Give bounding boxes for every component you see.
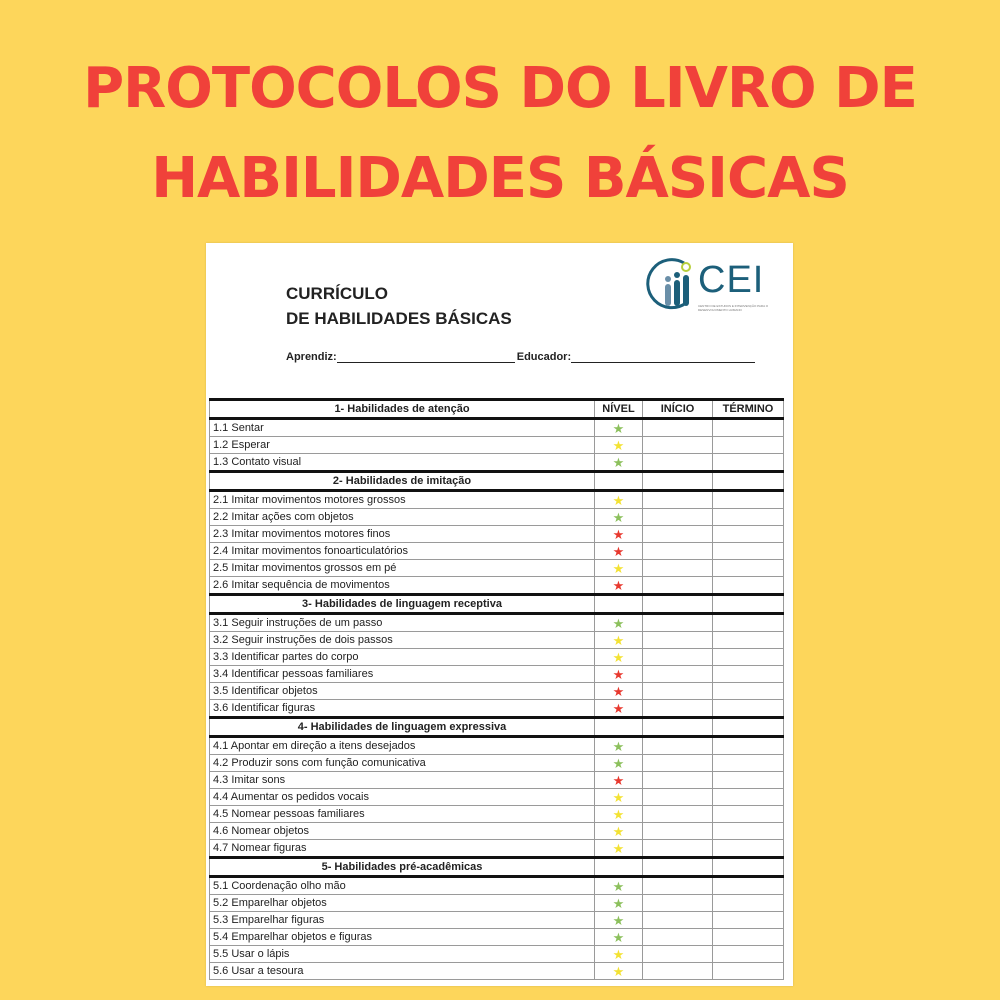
skill-cell [210, 509, 595, 526]
skill-row [210, 437, 784, 454]
column-header: NÍVEL [595, 400, 643, 419]
skill-name: Imitar movimentos grossos em pé [231, 562, 397, 574]
end-date-cell[interactable] [713, 806, 784, 823]
start-date-cell[interactable] [643, 649, 713, 666]
skill-row [210, 806, 784, 823]
star-icon: ★ [612, 738, 625, 754]
skill-cell [210, 543, 595, 560]
star-icon: ★ [612, 895, 625, 911]
level-cell [595, 419, 643, 437]
start-date-cell[interactable] [643, 666, 713, 683]
level-cell [595, 437, 643, 454]
skill-cell [210, 789, 595, 806]
level-cell [595, 560, 643, 577]
end-date-cell[interactable] [713, 823, 784, 840]
level-cell [595, 737, 643, 755]
column-header: TÉRMINO [713, 400, 784, 419]
skill-row [210, 526, 784, 543]
headline-line-1: PROTOCOLOS DO LIVRO DE [83, 56, 917, 121]
star-icon: ★ [612, 806, 625, 822]
empty-cell [643, 595, 713, 614]
start-date-cell[interactable] [643, 929, 713, 946]
skill-number: 4.2 [213, 757, 229, 769]
star-icon: ★ [612, 437, 625, 453]
skill-cell [210, 700, 595, 718]
skill-name: Imitar ações com objetos [231, 511, 354, 523]
empty-cell [595, 718, 643, 737]
skill-row [210, 946, 784, 963]
end-date-cell[interactable] [713, 946, 784, 963]
skill-name: Coordenação olho mão [231, 880, 346, 892]
skill-cell [210, 823, 595, 840]
star-icon: ★ [612, 649, 625, 665]
skill-name: Contato visual [231, 456, 302, 468]
star-icon: ★ [612, 509, 625, 525]
skill-cell [210, 840, 595, 858]
skill-number: 2.2 [213, 511, 229, 523]
level-cell [595, 700, 643, 718]
empty-cell [643, 858, 713, 877]
empty-cell [643, 472, 713, 491]
skill-name: Seguir instruções de um passo [231, 617, 383, 629]
skill-number: 4.4 [213, 791, 229, 803]
end-date-cell[interactable] [713, 419, 784, 437]
end-date-cell[interactable] [713, 666, 784, 683]
learner-field[interactable] [337, 352, 515, 363]
level-cell [595, 877, 643, 895]
level-cell [595, 649, 643, 666]
level-cell [595, 823, 643, 840]
star-icon: ★ [612, 666, 625, 682]
level-cell [595, 772, 643, 789]
start-date-cell[interactable] [643, 963, 713, 980]
skill-row [210, 683, 784, 700]
level-cell [595, 509, 643, 526]
end-date-cell[interactable] [713, 526, 784, 543]
skill-row [210, 560, 784, 577]
cei-logo [646, 253, 776, 315]
educator-label: Educador: [516, 351, 572, 363]
skill-row [210, 755, 784, 772]
start-date-cell[interactable] [643, 877, 713, 895]
star-icon: ★ [612, 454, 625, 470]
document-title-line-2: DE HABILIDADES BÁSICAS [286, 309, 512, 328]
skill-number: 4.3 [213, 774, 229, 786]
start-date-cell[interactable] [643, 526, 713, 543]
skill-number: 3.6 [213, 702, 229, 714]
skill-cell [210, 755, 595, 772]
skill-number: 3.4 [213, 668, 229, 680]
skill-number: 5.3 [213, 914, 229, 926]
section-title: 3- Habilidades de linguagem receptiva [210, 595, 595, 614]
skill-cell [210, 737, 595, 755]
end-date-cell[interactable] [713, 895, 784, 912]
skill-row [210, 929, 784, 946]
star-icon: ★ [612, 789, 625, 805]
level-cell [595, 526, 643, 543]
end-date-cell[interactable] [713, 963, 784, 980]
level-cell [595, 614, 643, 632]
start-date-cell[interactable] [643, 755, 713, 772]
skill-name: Identificar pessoas familiares [231, 668, 374, 680]
end-date-cell[interactable] [713, 772, 784, 789]
star-icon: ★ [612, 632, 625, 648]
start-date-cell[interactable] [643, 543, 713, 560]
end-date-cell[interactable] [713, 912, 784, 929]
start-date-cell[interactable] [643, 806, 713, 823]
empty-cell [595, 858, 643, 877]
skill-cell [210, 526, 595, 543]
level-cell [595, 840, 643, 858]
skill-row [210, 840, 784, 858]
skill-cell [210, 649, 595, 666]
star-icon: ★ [612, 929, 625, 945]
section-title: 4- Habilidades de linguagem expressiva [210, 718, 595, 737]
skill-row [210, 789, 784, 806]
skill-number: 5.1 [213, 880, 229, 892]
skill-number: 1.2 [213, 439, 229, 451]
star-icon: ★ [612, 543, 625, 559]
end-date-cell[interactable] [713, 577, 784, 595]
skill-number: 4.7 [213, 842, 229, 854]
skill-row [210, 491, 784, 509]
skill-row [210, 543, 784, 560]
skill-cell [210, 419, 595, 437]
skill-number: 4.5 [213, 808, 229, 820]
skill-number: 4.1 [213, 740, 229, 752]
skill-name: Emparelhar objetos [231, 897, 327, 909]
section-title: 5- Habilidades pré-acadêmicas [210, 858, 595, 877]
level-cell [595, 577, 643, 595]
skill-cell [210, 877, 595, 895]
level-cell [595, 789, 643, 806]
document-title-line-1: CURRÍCULO [286, 284, 388, 303]
skill-name: Nomear pessoas familiares [231, 808, 365, 820]
skill-number: 3.3 [213, 651, 229, 663]
empty-cell [595, 595, 643, 614]
skill-row [210, 666, 784, 683]
level-cell [595, 543, 643, 560]
skill-number: 3.2 [213, 634, 229, 646]
start-date-cell[interactable] [643, 737, 713, 755]
skill-name: Imitar sequência de movimentos [231, 579, 390, 591]
star-icon: ★ [612, 577, 625, 593]
start-date-cell[interactable] [643, 840, 713, 858]
star-icon: ★ [612, 560, 625, 576]
start-date-cell[interactable] [643, 789, 713, 806]
end-date-cell[interactable] [713, 755, 784, 772]
end-date-cell[interactable] [713, 789, 784, 806]
star-icon: ★ [612, 772, 625, 788]
skill-row [210, 454, 784, 472]
logo-text: CEI [698, 259, 765, 301]
start-date-cell[interactable] [643, 632, 713, 649]
end-date-cell[interactable] [713, 454, 784, 472]
skill-row [210, 649, 784, 666]
section-row [210, 595, 784, 614]
level-cell [595, 912, 643, 929]
end-date-cell[interactable] [713, 700, 784, 718]
skill-number: 2.5 [213, 562, 229, 574]
star-icon: ★ [612, 700, 625, 716]
star-icon: ★ [612, 840, 625, 856]
skill-name: Produzir sons com função comunicativa [231, 757, 426, 769]
level-cell [595, 491, 643, 509]
skill-row [210, 509, 784, 526]
end-date-cell[interactable] [713, 683, 784, 700]
empty-cell [643, 718, 713, 737]
headline-line-2: HABILIDADES BÁSICAS [151, 145, 849, 211]
skill-row [210, 737, 784, 755]
star-icon: ★ [612, 526, 625, 542]
section-row [210, 472, 784, 491]
logo-caption: CENTRO DE ESTUDOS E INTERVENÇÃO PARA O DESENVOLVIMENTO HUMANO [698, 304, 769, 312]
start-date-cell[interactable] [643, 509, 713, 526]
star-icon: ★ [612, 823, 625, 839]
start-date-cell[interactable] [643, 912, 713, 929]
skill-row [210, 632, 784, 649]
skill-name: Imitar movimentos fonoarticulatórios [231, 545, 409, 557]
skill-row [210, 823, 784, 840]
skill-number: 1.3 [213, 456, 229, 468]
skill-cell [210, 454, 595, 472]
skill-name: Seguir instruções de dois passos [231, 634, 393, 646]
start-date-cell[interactable] [643, 614, 713, 632]
empty-cell [595, 472, 643, 491]
skill-name: Esperar [231, 439, 270, 451]
form-fields [286, 351, 757, 363]
skill-row [210, 577, 784, 595]
start-date-cell[interactable] [643, 577, 713, 595]
skill-cell [210, 666, 595, 683]
skill-cell [210, 963, 595, 980]
start-date-cell[interactable] [643, 700, 713, 718]
skill-cell [210, 560, 595, 577]
empty-cell [713, 718, 784, 737]
end-date-cell[interactable] [713, 560, 784, 577]
start-date-cell[interactable] [643, 895, 713, 912]
educator-field[interactable] [571, 352, 755, 363]
start-date-cell[interactable] [643, 560, 713, 577]
skill-number: 2.1 [213, 494, 229, 506]
skill-cell [210, 806, 595, 823]
level-cell [595, 929, 643, 946]
column-header: INÍCIO [643, 400, 713, 419]
skills-table [209, 398, 784, 980]
section-title: 2- Habilidades de imitação [210, 472, 595, 491]
star-icon: ★ [612, 420, 625, 436]
level-cell [595, 454, 643, 472]
start-date-cell[interactable] [643, 823, 713, 840]
skill-cell [210, 946, 595, 963]
document-title [286, 281, 512, 331]
skill-number: 4.6 [213, 825, 229, 837]
skill-name: Identificar partes do corpo [231, 651, 359, 663]
section-row [210, 858, 784, 877]
skill-number: 3.1 [213, 617, 229, 629]
skill-number: 2.4 [213, 545, 229, 557]
start-date-cell[interactable] [643, 454, 713, 472]
skill-name: Usar o lápis [231, 948, 290, 960]
end-date-cell[interactable] [713, 877, 784, 895]
level-cell [595, 963, 643, 980]
skill-cell [210, 491, 595, 509]
protocol-sheet [206, 243, 793, 986]
skill-number: 1.1 [213, 422, 229, 434]
skill-number: 5.2 [213, 897, 229, 909]
skill-number: 2.6 [213, 579, 229, 591]
start-date-cell[interactable] [643, 437, 713, 454]
skill-cell [210, 683, 595, 700]
end-date-cell[interactable] [713, 437, 784, 454]
skill-row [210, 772, 784, 789]
level-cell [595, 683, 643, 700]
skill-row [210, 895, 784, 912]
learner-label: Aprendiz: [286, 351, 337, 363]
star-icon: ★ [612, 492, 625, 508]
end-date-cell[interactable] [713, 614, 784, 632]
skill-name: Aumentar os pedidos vocais [230, 791, 369, 803]
skill-row [210, 963, 784, 980]
empty-cell [713, 858, 784, 877]
skill-number: 2.3 [213, 528, 229, 540]
skill-number: 5.4 [213, 931, 229, 943]
skill-name: Imitar movimentos motores grossos [231, 494, 406, 506]
level-cell [595, 946, 643, 963]
skill-name: Usar a tesoura [231, 965, 304, 977]
end-date-cell[interactable] [713, 840, 784, 858]
start-date-cell[interactable] [643, 683, 713, 700]
end-date-cell[interactable] [713, 737, 784, 755]
skill-number: 5.6 [213, 965, 229, 977]
skill-name: Identificar figuras [231, 702, 316, 714]
end-date-cell[interactable] [713, 632, 784, 649]
skill-name: Imitar sons [231, 774, 286, 786]
star-icon: ★ [612, 963, 625, 979]
star-icon: ★ [612, 912, 625, 928]
skill-number: 5.5 [213, 948, 229, 960]
skill-number: 3.5 [213, 685, 229, 697]
end-date-cell[interactable] [713, 509, 784, 526]
skill-row [210, 700, 784, 718]
star-icon: ★ [612, 946, 625, 962]
end-date-cell[interactable] [713, 491, 784, 509]
skill-name: Identificar objetos [231, 685, 318, 697]
skill-cell [210, 437, 595, 454]
skill-cell [210, 929, 595, 946]
star-icon: ★ [612, 615, 625, 631]
skill-cell [210, 895, 595, 912]
skill-cell [210, 772, 595, 789]
end-date-cell[interactable] [713, 543, 784, 560]
skill-row [210, 419, 784, 437]
level-cell [595, 895, 643, 912]
skill-name: Emparelhar figuras [231, 914, 325, 926]
start-date-cell[interactable] [643, 946, 713, 963]
skill-name: Apontar em direção a itens desejados [230, 740, 416, 752]
level-cell [595, 806, 643, 823]
skill-name: Emparelhar objetos e figuras [231, 931, 372, 943]
skill-name: Sentar [231, 422, 264, 434]
star-icon: ★ [612, 878, 625, 894]
section-row [210, 718, 784, 737]
end-date-cell[interactable] [713, 649, 784, 666]
skill-cell [210, 632, 595, 649]
skill-name: Nomear figuras [231, 842, 307, 854]
empty-cell [713, 472, 784, 491]
start-date-cell[interactable] [643, 491, 713, 509]
section-title: 1- Habilidades de atenção [210, 400, 595, 419]
level-cell [595, 666, 643, 683]
level-cell [595, 755, 643, 772]
skill-row [210, 614, 784, 632]
star-icon: ★ [612, 683, 625, 699]
skill-cell [210, 577, 595, 595]
start-date-cell[interactable] [643, 772, 713, 789]
skill-cell [210, 912, 595, 929]
skill-row [210, 877, 784, 895]
star-icon: ★ [612, 755, 625, 771]
skill-row [210, 912, 784, 929]
skill-name: Imitar movimentos motores finos [231, 528, 391, 540]
cei-logo-icon [646, 253, 696, 315]
level-cell [595, 632, 643, 649]
start-date-cell[interactable] [643, 419, 713, 437]
section-row [210, 400, 784, 419]
headline [0, 44, 1000, 223]
end-date-cell[interactable] [713, 929, 784, 946]
skill-cell [210, 614, 595, 632]
skill-name: Nomear objetos [231, 825, 310, 837]
empty-cell [713, 595, 784, 614]
